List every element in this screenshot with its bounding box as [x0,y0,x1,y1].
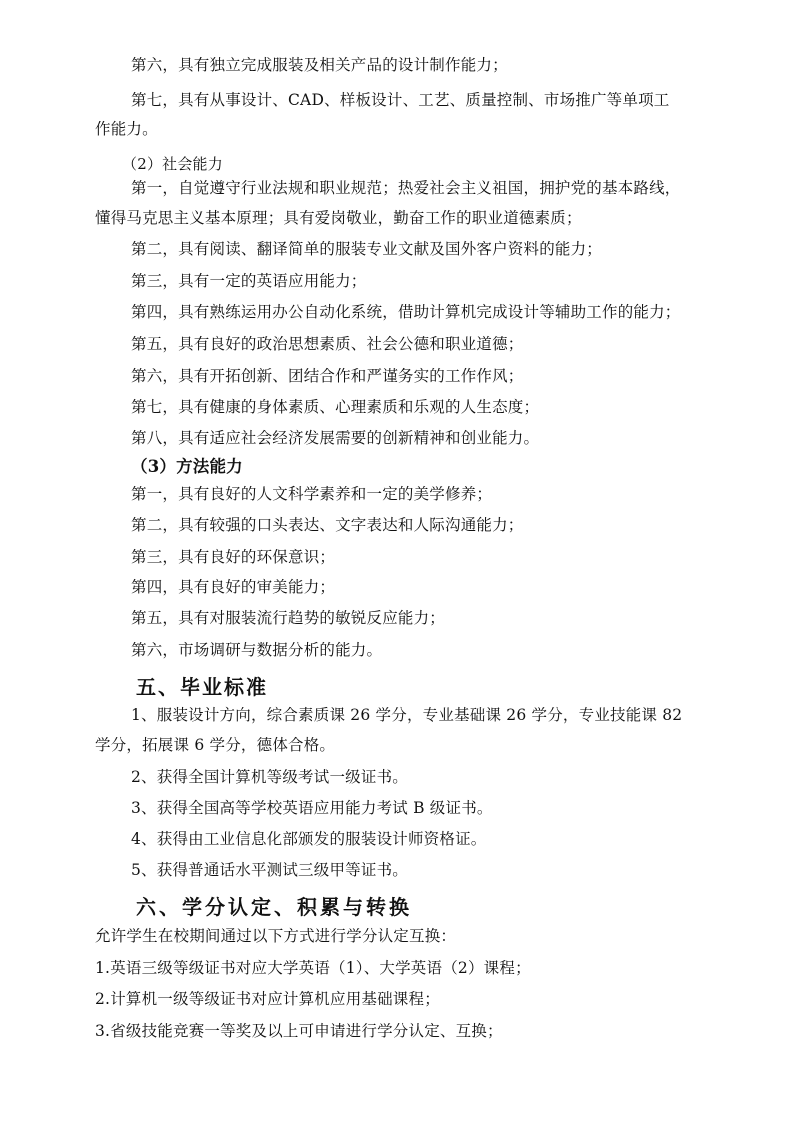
ability-item-6: 第六，具有独立完成服装及相关产品的设计制作能力； [131,56,508,74]
heading-credit-transfer: 六、学分认定、积累与转换 [136,895,412,919]
social-item-4: 第四，具有熟练运用办公自动化系统，借助计算机完成设计等辅助工作的能力； [131,303,681,321]
social-item-2: 第二，具有阅读、翻译简单的服装专业文献及国外客户资料的能力； [131,240,603,258]
credit-item-2: 2.计算机一级等级证书对应计算机应用基础课程； [95,990,440,1008]
grad-item-3: 3、获得全国高等学校英语应用能力考试 B 级证书。 [131,799,493,817]
section-social-ability: （2）社会能力 [122,155,223,173]
social-item-8: 第八，具有适应社会经济发展需要的创新精神和创业能力。 [131,429,540,447]
grad-item-2: 2、获得全国计算机等级考试一级证书。 [131,768,408,786]
ability-item-7: 第七，具有从事设计、CAD、样板设计、工艺、质量控制、市场推广等单项工 [131,91,670,109]
method-item-5: 第五，具有对服装流行趋势的敏锐反应能力； [131,609,446,627]
method-item-3: 第三，具有良好的环保意识； [131,548,336,566]
social-item-1: 第一，自觉遵守行业法规和职业规范；热爱社会主义祖国，拥护党的基本路线， [131,179,681,197]
method-item-4: 第四，具有良好的审美能力； [131,578,336,596]
credit-intro: 允许学生在校期间通过以下方式进行学分认定互换： [95,927,457,945]
heading-graduation-standard: 五、毕业标准 [136,675,268,699]
social-item-6: 第六，具有开拓创新、团结合作和严谨务实的工作作风； [131,367,524,385]
credit-item-1: 1.英语三级等级证书对应大学英语（1）、大学英语（2）课程； [95,959,531,977]
grad-item-1-cont: 学分，拓展课 6 学分，德体合格。 [95,736,336,754]
social-item-7: 第七，具有健康的身体素质、心理素质和乐观的人生态度； [131,398,540,416]
ability-item-7-cont: 作能力。 [95,120,158,138]
credit-item-3: 3.省级技能竞赛一等奖及以上可申请进行学分认定、互换； [95,1022,503,1040]
social-item-5: 第五，具有良好的政治思想素质、社会公德和职业道德； [131,335,524,353]
method-item-6: 第六，市场调研与数据分析的能力。 [131,641,383,659]
section-method-ability: （3）方法能力 [131,457,243,476]
grad-item-5: 5、获得普通话水平测试三级甲等证书。 [131,861,408,879]
social-item-1-cont: 懂得马克思主义基本原理；具有爱岗敬业，勤奋工作的职业道德素质； [95,209,582,227]
social-item-3: 第三，具有一定的英语应用能力； [131,272,367,290]
method-item-2: 第二，具有较强的口头表达、文字表达和人际沟通能力； [131,516,524,534]
grad-item-1: 1、服装设计方向，综合素质课 26 学分，专业基础课 26 学分，专业技能课 82 [131,706,683,724]
method-item-1: 第一，具有良好的人文科学素养和一定的美学修养； [131,485,493,503]
grad-item-4: 4、获得由工业信息化部颁发的服装设计师资格证。 [131,830,487,848]
